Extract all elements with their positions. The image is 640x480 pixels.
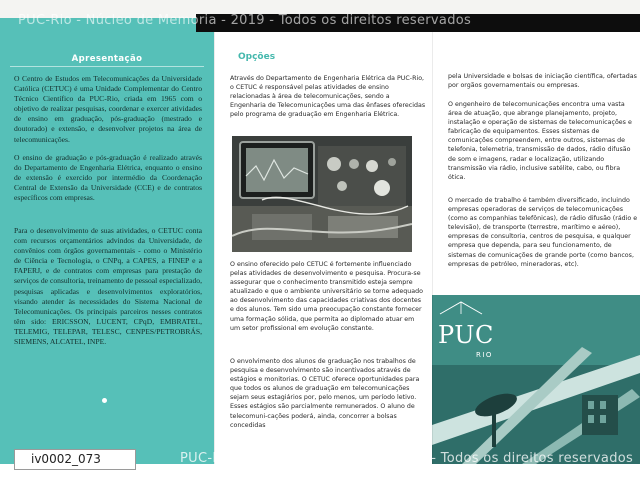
document-id-label: iv0002_073 [14,449,136,470]
opcoes-paragraph-3: O envolvimento dos alunos de graduação nos trabalhos de pesquisa e desenvolvimento são incentivados através de estágios e monitorias. O CETUC oferece oportunidades para que todos os alunos de graduação em telecomunicações sejam seus estagiários por, pelo menos, um período letivo. Esses estágios são parcialmente remunerados. O aluno de telecomuni-cações poderá, ainda, concorrer a bolsas concedidas [230,358,420,429]
bullet-dot-icon [102,398,107,403]
opcoes-panel [214,18,432,464]
fold-line [214,18,215,464]
opcoes-paragraph-1: Através do Departamento de Engenharia Elétrica da PUC-Rio, o CETUC é responsável pelas atividades de ensino relacionadas à área de telecomunicações, sendo a Engenharia de Telecomunicações uma das ênfases oferecidas pelo programa de graduação em Engenharia Elétrica. [230,75,426,119]
apresentacao-heading: Apresentação [71,54,143,64]
mercado-paragraph-2: O engenheiro de telecomunicações encontra uma vasta área de atuação, que abrange planejamento, projeto, instalação e operação de sistemas de telecomunicações e fabricação de equipamentos. Esses sistemas de comunicações compreendem, entre outros, sistemas de telefonia, telemetria, transmissão de dados, rádio difusão de som e imagens, radar e localização, utilizando transmissão via rádio, inclusive satélite, cabo, ou fibra ótica. [448,101,632,181]
lab-equipment-photo [232,136,412,252]
puc-emblem-icon [438,300,484,316]
fold-line [432,18,433,464]
mercado-paragraph-3: O mercado de trabalho é também diversificado, incluindo empresas operadoras de serviços de telecomunicações (como as companhias telefônicas), de rádio difusão (rádio e televisão), de transporte (terrestre, marítimo e aéreo), empresas de consultoria, centros de pesquisa, e qualquer empresa que dependa, para seu funcionamento, de sistemas de comunicações de grande porte (como bancos, empresas de petróleo, mineradoras, etc). [448,197,638,268]
apresentacao-paragraph-3: Para o desenvolvimento de suas atividades, o CETUC conta com recursos orçamentários advindos da Universidade, de convênios com órgãos governamentais - como o Ministério de Ciência e Tecnologia, o CNPq, a CAPES, a FINEP e a FAPERJ, e de contratos com empresas para prestação de serviços de consultoria, treinamento de pessoal especializado, pesquisas aplicadas e desenvolvimentos exploratórios, visando atender às necessidades do Sistema Nacional de Telecomunicações. Os principais parceiros nesses contratos têm sido: ERICSSON, LUCENT, CPqD, EMBRATEL, TELEMIG, TELEPAR, TELESC, CENPES/PETROBRÁS, SIEMENS, ALCATEL, INPE. [14,226,202,347]
heading-divider [10,66,204,67]
apresentacao-panel [0,18,214,464]
copyright-watermark-top: PUC-Rio - Núcleo de Memória - 2019 - Todos os direitos reservados [18,13,472,28]
puc-logo-subtext: RIO [476,351,493,359]
apresentacao-paragraph-2: O ensino de graduação e pós-graduação é realizado através do Departamento de Engenharia Elétrica, enquanto o ensino de extensão é exercido por intermédio da Coordenação Central de Extensão da Universidade (CCE) e de contratos específicos com empresas. [14,153,202,203]
opcoes-heading: Opções [238,52,276,62]
lab-equipment-illustration [232,136,412,252]
opcoes-paragraph-2: O ensino oferecido pelo CETUC é fortemente influenciado pelas atividades de desenvolvimento e pesquisa. Procura-se assegurar que o conhecimento transmitido esteja sempre atualizado e que o ambiente universitário se torne adequado ao desenvolvimento das capacidades criativas dos docentes e dos alunos. Tem sido uma preocupação constante fornecer uma formação sólida, que permita ao diplomado atuar em um setor profissional em evolução constante. [230,261,423,332]
puc-logo-text: PUC [438,321,494,349]
mercado-panel [432,18,640,464]
mercado-paragraph-1: pela Universidade e bolsas de iniciação científica, ofertadas por orgãos governamentais ou empresas. [448,73,637,90]
copyright-watermark-bottom: PUC-Rio - Núcleo de Memória - 2019 - Todos os direitos reservados [180,451,634,466]
apresentacao-paragraph-1: O Centro de Estudos em Telecomunicações da Universidade Católica (CETUC) é uma Unidade Complementar do Centro Técnico Científico da PUC-Rio, criada em 1965 com o objetivo de realizar pesquisas, coordenar e exercer atividades de ensino em graduação, pós-graduação (mestrado e doutorado) e extensão, e desenvolver projetos na área de telecomunicações. [14,74,202,144]
